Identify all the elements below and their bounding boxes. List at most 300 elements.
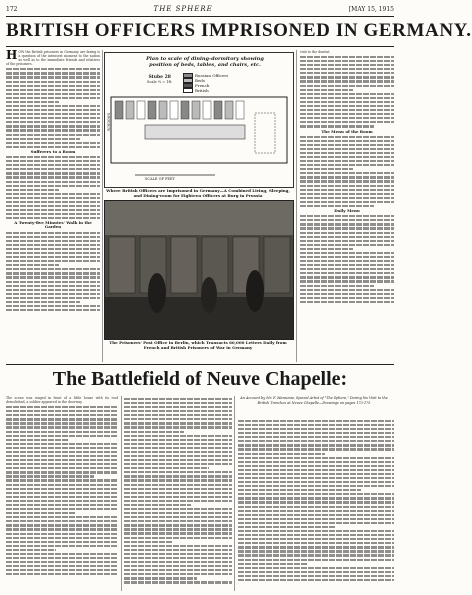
legend-label: French	[195, 83, 210, 88]
text-line	[6, 496, 118, 498]
text-line	[238, 448, 394, 450]
text-line	[6, 172, 100, 174]
text-line	[6, 129, 100, 131]
page-number: 172	[6, 5, 18, 13]
text-line	[300, 101, 394, 103]
text-line	[300, 125, 374, 127]
text-line	[6, 181, 100, 183]
text-line	[300, 144, 394, 146]
plan-drawing	[105, 53, 293, 187]
legend-label: Russian Officers	[195, 73, 229, 78]
text-line	[6, 484, 118, 486]
text-line	[238, 444, 394, 446]
right-column-text	[300, 50, 394, 362]
text-line	[6, 524, 118, 526]
text-line	[300, 280, 394, 282]
text-line	[124, 557, 232, 559]
text-line	[6, 81, 100, 83]
text-line	[6, 459, 118, 461]
text-line	[238, 469, 394, 471]
shelf-unit	[109, 237, 135, 293]
legend-label: British	[195, 88, 209, 93]
text-line	[6, 185, 100, 187]
text-line	[6, 260, 100, 262]
section-headline: The Battlefield of Neuve Chapelle:	[52, 368, 348, 390]
text-line	[6, 217, 100, 219]
text-line	[6, 138, 80, 140]
text-line	[238, 559, 394, 561]
text-line	[6, 528, 118, 530]
text-line	[300, 285, 374, 287]
text-line	[6, 209, 100, 211]
text-line	[124, 504, 191, 506]
text-line	[300, 180, 394, 182]
text-line	[6, 512, 75, 514]
text-line	[124, 431, 184, 433]
text-line	[300, 121, 394, 123]
photo-illustration	[105, 201, 293, 339]
text-line	[124, 426, 232, 428]
text-line	[300, 252, 394, 254]
drop-cap: H	[6, 48, 18, 62]
left-intro-text: OW the British prisoners in Germany are faring is a question of the intensest moment to the nation as well as to the immediate friends and relatives of the prisoners.	[6, 50, 100, 67]
text-line	[124, 402, 232, 404]
text-line	[6, 197, 100, 199]
bed	[170, 101, 178, 119]
text-line	[6, 289, 100, 291]
text-line	[6, 418, 118, 420]
text-line	[124, 463, 232, 465]
text-line	[300, 205, 374, 207]
text-line	[300, 223, 394, 225]
text-line	[300, 113, 394, 115]
text-line	[238, 432, 394, 434]
text-line	[6, 213, 100, 215]
text-line	[238, 461, 394, 463]
text-line	[6, 264, 59, 266]
text-line	[6, 176, 100, 178]
text-line	[238, 440, 394, 442]
column-divider	[102, 50, 103, 362]
text-line	[300, 185, 394, 187]
text-line	[238, 497, 394, 499]
text-line	[238, 436, 394, 438]
text-line	[238, 546, 394, 548]
text-line	[6, 76, 100, 78]
text-line	[124, 545, 232, 547]
text-line	[238, 518, 394, 520]
text-line	[6, 443, 118, 445]
scale-bar-label: SCALE OF FEET	[145, 177, 175, 181]
text-line	[238, 453, 325, 455]
bed	[192, 101, 200, 119]
text-line	[6, 508, 118, 510]
text-line	[124, 569, 232, 571]
right-intro-text: visit to the dentist.	[300, 50, 331, 54]
worker-figure	[201, 277, 217, 313]
text-line	[6, 85, 100, 87]
text-line	[238, 554, 394, 556]
text-line	[6, 410, 118, 412]
text-line	[238, 420, 394, 422]
text-line	[300, 97, 394, 99]
text-line	[238, 530, 394, 532]
text-line	[6, 125, 100, 127]
text-line	[300, 272, 394, 274]
text-line	[6, 205, 100, 207]
text-line	[6, 272, 100, 274]
text-line	[6, 89, 100, 91]
text-line	[6, 488, 118, 490]
text-line	[124, 528, 232, 530]
text-line	[6, 93, 100, 95]
bed	[214, 101, 222, 119]
bed	[203, 101, 211, 119]
text-line	[6, 435, 118, 437]
text-line	[300, 72, 394, 74]
text-line	[300, 293, 394, 295]
text-line	[6, 561, 118, 563]
text-line	[6, 455, 118, 457]
text-line	[6, 447, 118, 449]
text-line	[6, 439, 69, 441]
text-line	[124, 565, 232, 567]
text-line	[6, 573, 118, 575]
text-line	[6, 467, 118, 469]
text-line	[124, 451, 232, 453]
text-line	[6, 252, 100, 254]
bottom-column-2	[124, 396, 232, 591]
text-line	[300, 227, 394, 229]
text-line	[300, 232, 394, 234]
text-line	[6, 426, 118, 428]
text-line	[300, 93, 394, 95]
text-line	[238, 457, 394, 459]
bed	[181, 101, 189, 119]
right-subhead-2: Daily Menu	[334, 208, 360, 214]
text-line	[6, 557, 118, 559]
text-line	[6, 240, 100, 242]
text-line	[238, 501, 394, 503]
text-line	[124, 520, 232, 522]
text-line	[238, 493, 394, 495]
text-line	[6, 248, 100, 250]
text-line	[6, 422, 118, 424]
text-line	[238, 481, 394, 483]
text-line	[300, 176, 394, 178]
text-line	[6, 236, 100, 238]
text-line	[6, 201, 100, 203]
text-line	[238, 575, 394, 577]
bed-row	[115, 101, 244, 119]
text-line	[300, 172, 394, 174]
text-line	[238, 550, 394, 552]
text-line	[6, 492, 118, 494]
text-line	[6, 164, 100, 166]
stube-number: Stube 28	[148, 75, 171, 80]
room-plan-diagram	[104, 52, 294, 188]
text-line	[124, 500, 232, 502]
text-line	[124, 422, 232, 424]
text-line	[6, 471, 118, 473]
text-line	[238, 579, 394, 581]
column-divider	[234, 396, 235, 591]
right-subhead-1: The Menu of the Room	[321, 128, 373, 134]
text-line	[6, 545, 118, 547]
photo-caption: The Prisoners' Post Office in Berlin, which Transacts 60,000 Letters Daily from French and British Prisoners of War in Germany	[109, 340, 287, 350]
text-line	[6, 406, 118, 408]
text-line	[124, 541, 173, 543]
bed	[159, 101, 167, 119]
shelf-unit	[264, 237, 290, 293]
text-line	[124, 439, 232, 441]
plan-scale: Scale ⅛ = 1ft.	[147, 80, 173, 84]
text-line	[6, 168, 100, 170]
text-line	[300, 297, 394, 299]
text-line	[6, 232, 100, 234]
issue-date: [MAY 15, 1915	[348, 5, 394, 13]
bed	[115, 101, 123, 119]
text-line	[238, 567, 394, 569]
post-office-photo	[104, 200, 294, 340]
text-line	[300, 240, 394, 242]
text-line	[238, 538, 394, 540]
text-line	[6, 463, 118, 465]
text-line	[6, 134, 100, 136]
text-line	[238, 428, 394, 430]
text-line	[300, 64, 394, 66]
text-line	[238, 465, 394, 467]
text-line	[124, 467, 209, 469]
stove-area	[255, 113, 275, 153]
plan-title: Plan to scale of dining-dormitory showing position of beds, tables, and chairs, etc.	[146, 56, 264, 68]
column-divider	[296, 50, 297, 362]
text-line	[300, 109, 394, 111]
text-line	[238, 542, 394, 544]
text-line	[238, 571, 394, 573]
text-line	[124, 549, 232, 551]
text-line	[6, 105, 100, 107]
text-line	[238, 522, 394, 524]
text-line	[124, 398, 232, 400]
text-line	[6, 268, 100, 270]
text-line	[124, 488, 232, 490]
text-line	[124, 484, 232, 486]
text-line	[300, 60, 394, 62]
text-line	[6, 297, 100, 299]
text-line	[6, 431, 118, 433]
bed	[126, 101, 134, 119]
text-line	[124, 508, 232, 510]
text-line	[6, 301, 80, 303]
text-line	[300, 301, 394, 303]
text-line	[238, 489, 361, 491]
section-byline: An Account by Mr. F. Mansonia, Special Artist of "The Sphere," During his Visit to the British Trenches at Neuve Chapelle—Drawings on pages 173-175	[240, 396, 388, 405]
dining-table	[145, 125, 245, 139]
text-line	[6, 109, 100, 111]
text-line	[238, 563, 308, 565]
text-line	[124, 561, 232, 563]
headline-rule	[6, 46, 394, 47]
text-line	[300, 189, 394, 191]
text-line	[6, 569, 118, 571]
text-line	[300, 148, 394, 150]
text-line	[6, 293, 100, 295]
left-subhead-2: A Twenty-five Minutes' Walk in the Garden	[14, 220, 92, 230]
worker-figure	[246, 270, 264, 312]
text-line	[124, 537, 232, 539]
text-line	[6, 117, 100, 119]
legend-label: Beds	[195, 78, 205, 83]
shelf-unit	[171, 237, 197, 293]
bed	[236, 101, 244, 119]
text-line	[300, 68, 394, 70]
text-line	[6, 68, 100, 70]
text-line	[6, 520, 118, 522]
plan-caption: Where British Officers are Imprisoned in Germany—A Combined Living, Sleeping, and Dining-room for Eighteen Officers at Burg in Prussia	[106, 188, 290, 198]
text-line	[124, 573, 232, 575]
text-line	[6, 193, 100, 195]
bottom-column-3	[238, 418, 394, 591]
text-line	[124, 553, 232, 555]
column-divider	[121, 396, 122, 591]
text-line	[6, 160, 100, 162]
text-line	[124, 524, 232, 526]
text-line	[300, 236, 394, 238]
text-line	[124, 516, 232, 518]
text-line	[238, 485, 394, 487]
text-line	[6, 475, 94, 477]
text-line	[6, 142, 100, 144]
text-line	[6, 479, 118, 481]
text-line	[300, 219, 394, 221]
text-line	[238, 510, 394, 512]
text-line	[300, 89, 353, 91]
text-line	[6, 189, 59, 191]
text-line	[6, 553, 118, 555]
text-line	[124, 475, 232, 477]
text-line	[6, 72, 100, 74]
text-line	[300, 76, 394, 78]
text-line	[300, 140, 394, 142]
text-line	[300, 85, 394, 87]
page-headline: BRITISH OFFICERS IMPRISONED IN GERMANY.	[6, 20, 472, 41]
text-line	[300, 264, 394, 266]
text-line	[300, 289, 394, 291]
text-line	[300, 268, 394, 270]
text-line	[300, 193, 394, 195]
text-line	[6, 565, 118, 567]
section-rule	[6, 364, 394, 365]
text-line	[6, 156, 100, 158]
text-line	[238, 477, 394, 479]
text-line	[300, 248, 353, 250]
text-line	[6, 533, 118, 535]
text-line	[6, 500, 118, 502]
text-line	[6, 451, 118, 453]
text-line	[124, 577, 197, 579]
text-line	[238, 534, 394, 536]
text-line	[300, 260, 394, 262]
text-line	[6, 276, 100, 278]
text-line	[6, 256, 100, 258]
masthead: THE SPHERE	[153, 5, 213, 13]
text-line	[6, 113, 100, 115]
text-line	[124, 471, 232, 473]
text-line	[124, 414, 232, 416]
text-line	[6, 504, 118, 506]
text-line	[300, 201, 394, 203]
text-line	[124, 492, 232, 494]
text-line	[300, 168, 353, 170]
bed	[137, 101, 145, 119]
page-header	[6, 3, 394, 15]
text-line	[6, 541, 118, 543]
text-line	[300, 80, 394, 82]
text-line	[238, 424, 394, 426]
text-line	[6, 146, 100, 148]
text-line	[6, 305, 100, 307]
text-line	[124, 512, 232, 514]
header-rule	[6, 16, 394, 17]
text-line	[300, 56, 394, 58]
text-line	[6, 414, 118, 416]
text-line	[124, 443, 232, 445]
text-line	[124, 455, 232, 457]
worker-figure	[148, 273, 166, 313]
text-line	[300, 256, 394, 258]
text-line	[124, 496, 232, 498]
text-line	[238, 473, 394, 475]
text-line	[6, 309, 100, 311]
left-column-text	[6, 50, 100, 362]
bottom-column-1	[6, 396, 118, 591]
text-line	[6, 549, 56, 551]
text-line	[300, 164, 394, 166]
text-line	[238, 514, 394, 516]
text-line	[6, 97, 100, 99]
text-line	[300, 117, 394, 119]
text-line	[300, 156, 394, 158]
text-line	[124, 406, 232, 408]
text-line	[300, 160, 394, 162]
text-line	[238, 506, 394, 508]
text-line	[300, 215, 394, 217]
text-line	[300, 105, 394, 107]
text-line	[300, 136, 394, 138]
text-line	[238, 526, 335, 528]
left-subhead-1: Sufferers to a Room	[30, 148, 76, 154]
text-line	[300, 276, 394, 278]
text-line	[6, 537, 118, 539]
text-line	[124, 581, 232, 583]
text-line	[6, 101, 59, 103]
text-line	[124, 479, 232, 481]
text-line	[300, 244, 394, 246]
text-line	[6, 244, 100, 246]
window-label: WINDOWS	[107, 113, 111, 131]
text-line	[124, 459, 232, 461]
text-line	[124, 410, 232, 412]
text-line	[124, 435, 232, 437]
text-line	[6, 285, 100, 287]
text-line	[300, 197, 394, 199]
text-line	[6, 121, 100, 123]
text-line	[6, 516, 118, 518]
bottom-intro-text: The scene was staged in front of a little house with its roof demolished, a soldier appeared in the doorway.	[6, 396, 118, 405]
text-line	[300, 152, 394, 154]
text-line	[124, 532, 232, 534]
